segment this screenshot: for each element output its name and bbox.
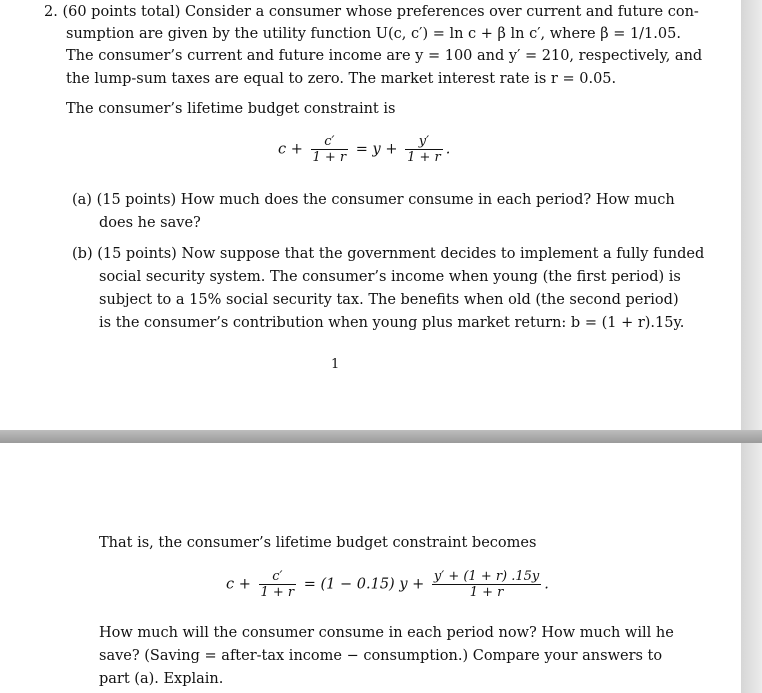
- page-gap: [0, 430, 762, 443]
- page2-intro: That is, the consumer’s lifetime budget constraint becomes: [99, 535, 537, 551]
- part-a-line-2: does he save?: [99, 215, 201, 231]
- eq1-fraction-2: [405, 134, 443, 165]
- question-line-2: save? (Saving = after-tax income − consumption.) Compare your answers to: [99, 648, 663, 664]
- eq2-frac1-denominator: 1 + r: [260, 585, 295, 600]
- page-number: 1: [331, 357, 340, 372]
- part-b-line-1: (b) (15 points) Now suppose that the government decides to implement a fully funded: [72, 246, 705, 262]
- eq2-fraction-2: [432, 569, 541, 600]
- eq1-left: c +: [278, 141, 303, 158]
- eq1-fraction-1: [311, 134, 349, 165]
- document-page-2: [0, 443, 741, 693]
- eq2-frac2-denominator: 1 + r: [469, 585, 504, 600]
- part-b-line-3: subject to a 15% social security tax. The benefits when old (the second period): [99, 292, 679, 308]
- question-line-1: How much will the consumer consume in each period now? How much will he: [99, 625, 674, 641]
- budget-intro: The consumer’s lifetime budget constraint is: [66, 101, 396, 117]
- problem-line-2: sumption are given by the utility function U(c, c′) = ln c + β ln c′, where β = 1/1.05.: [66, 26, 681, 42]
- budget-equation: [278, 134, 450, 165]
- viewer-right-margin: [741, 0, 762, 693]
- eq2-mid: = (1 − 0.15) y +: [303, 576, 425, 593]
- eq2-frac1-numerator: c′: [259, 569, 297, 585]
- part-b-line-4: is the consumer’s contribution when young plus market return: b = (1 + r).15y.: [99, 315, 685, 331]
- problem-line-4: the lump-sum taxes are equal to zero. The market interest rate is r = 0.05.: [66, 71, 617, 87]
- part-b-line-2: social security system. The consumer’s income when young (the first period) is: [99, 269, 681, 285]
- eq2-end: .: [544, 576, 549, 593]
- eq1-frac1-numerator: c′: [311, 134, 349, 150]
- eq1-frac2-numerator: y′: [405, 134, 443, 150]
- eq1-mid: = y +: [355, 141, 398, 158]
- eq2-frac2-numerator: y′ + (1 + r) .15y: [433, 569, 540, 584]
- eq2-fraction-1: [259, 569, 297, 600]
- part-a-line-1: (a) (15 points) How much does the consumer consume in each period? How much: [72, 192, 675, 208]
- problem-line-3: The consumer’s current and future income are y = 100 and y′ = 210, respectively, and: [66, 48, 703, 64]
- problem-line-1: 2. (60 points total) Consider a consumer whose preferences over current and future con-: [44, 4, 699, 20]
- eq1-frac2-denominator: 1 + r: [407, 150, 441, 165]
- eq2-left: c +: [226, 576, 251, 593]
- eq1-end: .: [445, 141, 451, 158]
- question-line-3: part (a). Explain.: [99, 671, 224, 687]
- new-budget-equation: [226, 569, 549, 600]
- eq1-frac1-denominator: 1 + r: [312, 150, 347, 165]
